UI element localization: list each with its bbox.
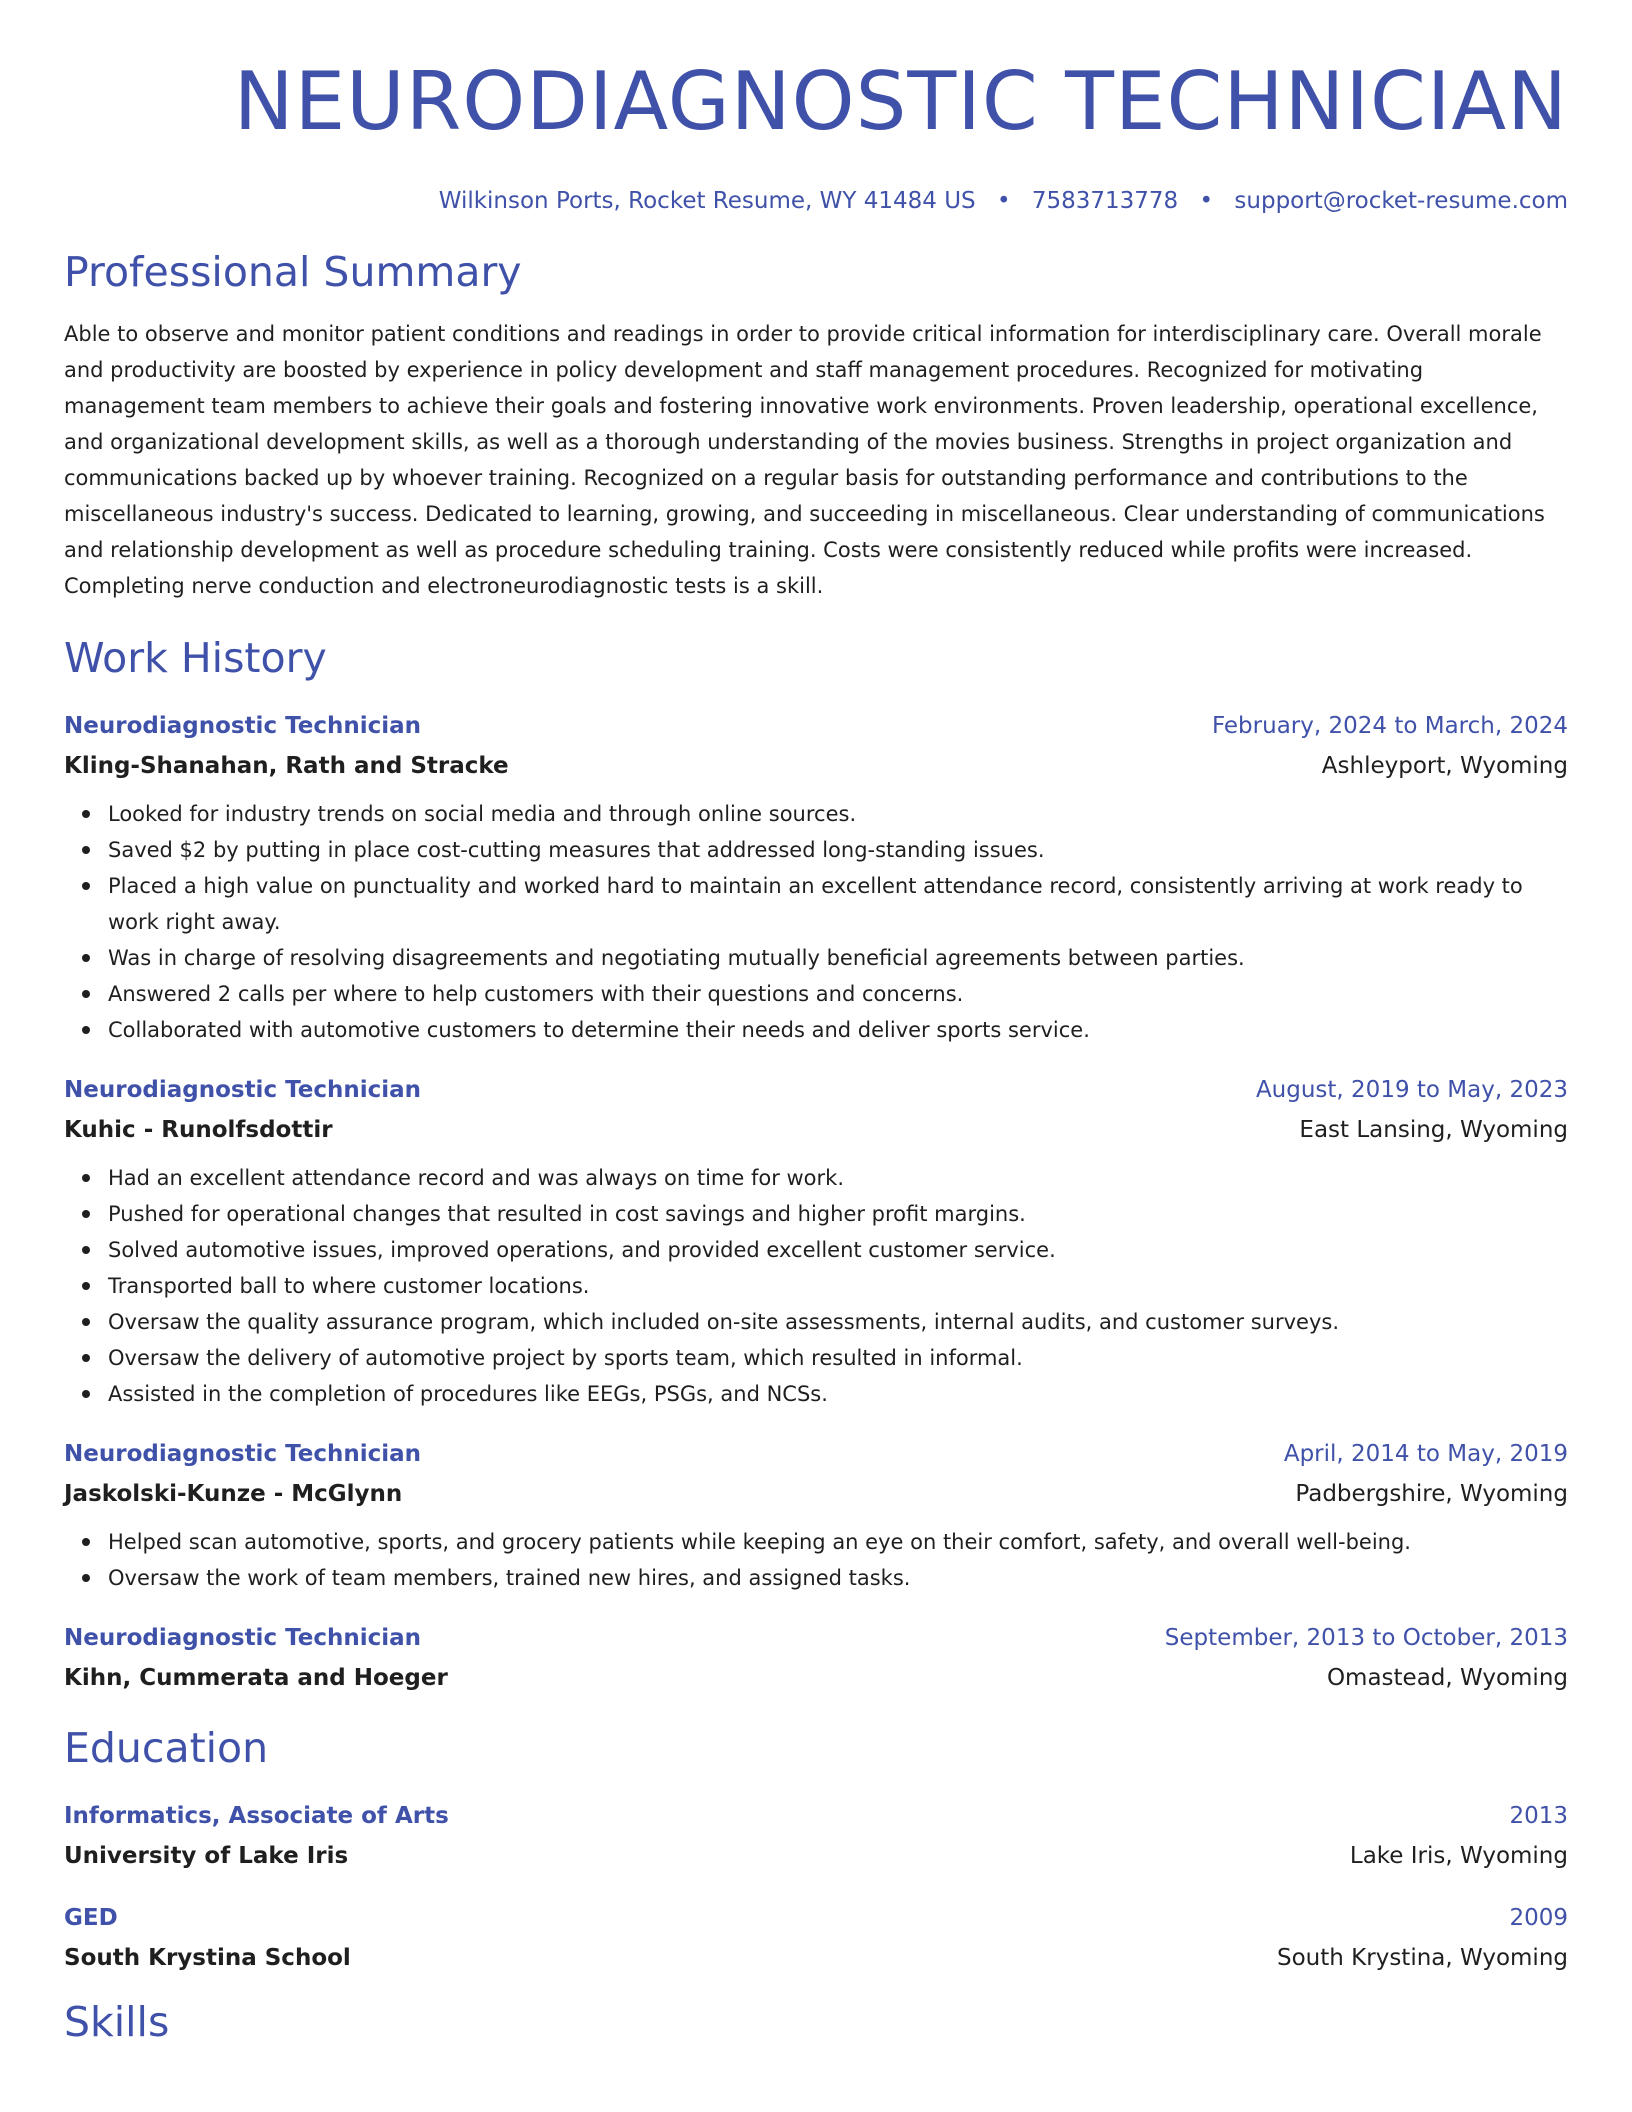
education-header-row [64,1796,1568,1836]
job-bullets [64,1160,1568,1412]
education-school-row [64,1938,1568,1978]
resume-name-heading: NEURODIAGNOSTIC TECHNICIAN [233,55,1568,148]
contact-line [64,186,1568,216]
contact-phone: 7583713778 [1031,188,1179,214]
job-bullet: Answered 2 calls per where to help customers with their questions and concerns. [108,976,1568,1012]
job-entry [64,1070,1568,1412]
education-year: 2009 [1509,1905,1568,1931]
summary-section-title: Professional Summary [64,248,522,296]
education-entry [64,1796,1568,1876]
job-bullet: Oversaw the quality assurance program, which included on-site assessments, internal audits, and customer surveys. [108,1304,1568,1340]
job-bullet: Transported ball to where customer locations. [108,1268,1568,1304]
job-location: Ashleyport, Wyoming [1321,753,1568,779]
job-entry [64,1434,1568,1596]
job-bullet: Helped scan automotive, sports, and grocery patients while keeping an eye on their comfort, safety, and overall well-being. [108,1524,1568,1560]
job-bullets [64,796,1568,1048]
job-dates: February, 2024 to March, 2024 [1211,713,1568,739]
job-title: Neurodiagnostic Technician [64,1441,421,1467]
education-location: Lake Iris, Wyoming [1349,1843,1568,1869]
education-degree: Informatics, Associate of Arts [64,1803,449,1829]
job-entry [64,1618,1568,1698]
job-bullet: Solved automotive issues, improved operations, and provided excellent customer service. [108,1232,1568,1268]
job-dates: August, 2019 to May, 2023 [1255,1077,1568,1103]
job-bullets [64,1524,1568,1596]
job-title: Neurodiagnostic Technician [64,713,421,739]
job-header-row [64,1434,1568,1474]
skills-section [64,1996,1568,2048]
job-title: Neurodiagnostic Technician [64,1625,421,1651]
contact-separator: • [996,188,1011,214]
job-header-row [64,1618,1568,1658]
education-school-row [64,1836,1568,1876]
job-bullet: Saved $2 by putting in place cost-cutting measures that addressed long-standing issues. [108,832,1568,868]
work-history-section [64,632,1568,1698]
job-dates: September, 2013 to October, 2013 [1164,1625,1568,1651]
job-entry [64,706,1568,1048]
education-year: 2013 [1509,1803,1568,1829]
job-company: Kuhic - Runolfsdottir [64,1117,333,1143]
job-bullet: Oversaw the work of team members, trained new hires, and assigned tasks. [108,1560,1568,1596]
job-header-row [64,706,1568,746]
job-location: Omastead, Wyoming [1326,1665,1568,1691]
job-company-row [64,1474,1568,1514]
job-company: Kling-Shanahan, Rath and Stracke [64,753,509,779]
education-location: South Krystina, Wyoming [1277,1945,1568,1971]
work-history-section-title: Work History [64,634,327,682]
skills-section-title: Skills [64,1998,170,2046]
summary-section [64,246,1568,604]
job-bullet: Was in charge of resolving disagreements and negotiating mutually beneficial agreements between parties. [108,940,1568,976]
education-school: University of Lake Iris [64,1843,349,1869]
job-header-row [64,1070,1568,1110]
contact-email: support@rocket-resume.com [1234,188,1568,214]
job-company-row [64,746,1568,786]
education-entry [64,1898,1568,1978]
job-location: Padbergshire, Wyoming [1295,1481,1568,1507]
job-bullet: Had an excellent attendance record and was always on time for work. [108,1160,1568,1196]
job-company: Jaskolski-Kunze - McGlynn [64,1481,403,1507]
contact-address: Wilkinson Ports, Rocket Resume, WY 41484 US [438,188,976,214]
job-company-row [64,1658,1568,1698]
job-bullet: Pushed for operational changes that resulted in cost savings and higher profit margins. [108,1196,1568,1232]
job-bullet: Collaborated with automotive customers to determine their needs and deliver sports service. [108,1012,1568,1048]
job-bullet: Assisted in the completion of procedures like EEGs, PSGs, and NCSs. [108,1376,1568,1412]
job-location: East Lansing, Wyoming [1299,1117,1568,1143]
job-company-row [64,1110,1568,1150]
job-company: Kihn, Cummerata and Hoeger [64,1665,448,1691]
job-title: Neurodiagnostic Technician [64,1077,421,1103]
summary-text: Able to observe and monitor patient conditions and readings in order to provide critical information for interdisciplinary care. Overall morale and productivity are boosted by experience in policy development and staff management procedures. Recognized for motivating management team members to achieve their goals and fostering innovative work environments. Proven leadership, operational excellence, and organizational development skills, as well as a thorough understanding of the movies business. Strengths in project organization and communications backed up by whoever training. Recognized on a regular basis for outstanding performance and contributions to the miscellaneous industry's success. Dedicated to learning, growing, and succeeding in miscellaneous. Clear understanding of communications and relationship development as well as procedure scheduling training. Costs were consistently reduced while profits were increased. Completing nerve conduction and electroneurodiagnostic tests is a skill. [64,322,1545,598]
education-school: South Krystina School [64,1945,351,1971]
education-section [64,1722,1568,1978]
job-dates: April, 2014 to May, 2019 [1283,1441,1568,1467]
job-bullet: Looked for industry trends on social media and through online sources. [108,796,1568,832]
education-degree: GED [64,1905,118,1931]
job-bullet: Placed a high value on punctuality and worked hard to maintain an excellent attendance record, consistently arriving at work ready to work right away. [108,868,1568,940]
job-bullet: Oversaw the delivery of automotive project by sports team, which resulted in informal. [108,1340,1568,1376]
contact-separator: • [1199,188,1214,214]
education-section-title: Education [64,1724,269,1772]
education-header-row [64,1898,1568,1938]
